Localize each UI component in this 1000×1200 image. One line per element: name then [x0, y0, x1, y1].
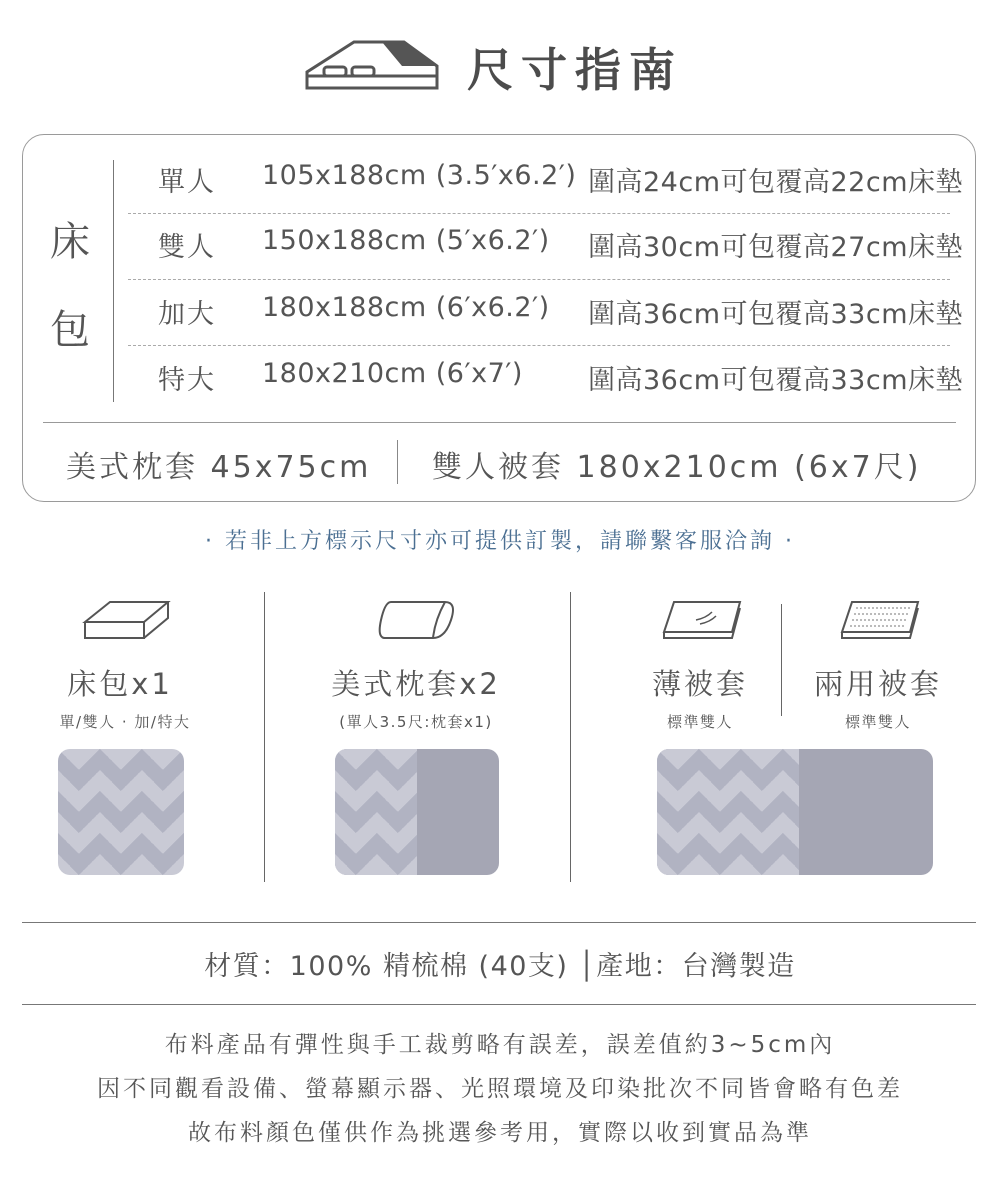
- skirt-height-note: 圍高36cm可包覆高33cm床墊: [588, 299, 964, 330]
- product-title: 薄被套: [651, 667, 748, 701]
- skirt-height-note: 圍高30cm可包覆高27cm床墊: [588, 232, 964, 263]
- product-title: 床包x1: [67, 667, 173, 701]
- bed-house-icon: [304, 36, 440, 94]
- fitted-sheet-label-2: 包: [50, 307, 90, 353]
- disclaimer-line: 布料產品有彈性與手工裁剪略有誤差，誤差值約3~5cm內: [164, 1032, 836, 1058]
- divider: [570, 592, 571, 882]
- bed-type: 加大: [158, 299, 216, 330]
- thin-quilt-icon: [660, 598, 744, 644]
- disclaimer-line: 因不同觀看設備、螢幕顯示器、光照環境及印染批次不同皆會略有色差: [97, 1076, 903, 1102]
- product-title: 美式枕套x2: [331, 667, 501, 701]
- divider: [22, 922, 976, 923]
- divider: [43, 422, 956, 423]
- fitted-sheet-icon: [82, 598, 172, 642]
- divider: [397, 440, 398, 484]
- row-divider: [128, 279, 950, 280]
- product-subtitle: (單人3.5尺:枕套x1): [339, 713, 493, 731]
- page-title: 尺寸指南: [467, 43, 683, 97]
- bed-type: 單人: [158, 167, 216, 198]
- product-subtitle: 標準雙人: [666, 713, 733, 731]
- disclaimer-line: 故布料顏色僅供作為挑選參考用，實際以收到實品為準: [188, 1120, 812, 1146]
- pillow-icon: [375, 598, 459, 642]
- divider: [264, 592, 265, 882]
- bed-size: 105x188cm (3.5′x6.2′): [262, 160, 577, 191]
- dual-quilt-icon: [838, 598, 922, 644]
- divider: [113, 160, 114, 402]
- skirt-height-note: 圍高36cm可包覆高33cm床墊: [588, 365, 964, 396]
- divider: [22, 1004, 976, 1005]
- bed-type: 特大: [158, 365, 216, 396]
- row-divider: [128, 213, 950, 214]
- bed-type: 雙人: [158, 232, 216, 263]
- product-subtitle: 單/雙人 · 加/特大: [59, 713, 191, 731]
- bed-size: 150x188cm (5′x6.2′): [262, 225, 550, 256]
- fitted-sheet-label-1: 床: [50, 219, 90, 265]
- fabric-swatch: [657, 749, 933, 875]
- product-subtitle: 標準雙人: [844, 713, 911, 731]
- material-origin: 材質：100% 精梳棉 (40支) │產地：台灣製造: [204, 951, 796, 982]
- product-title: 兩用被套: [813, 667, 942, 701]
- row-divider: [128, 345, 950, 346]
- custom-order-note: · 若非上方標示尺寸亦可提供訂製，請聯繫客服洽詢 ·: [205, 529, 795, 554]
- duvet-cover-size: 雙人被套 180x210cm (6x7尺): [432, 450, 922, 485]
- fabric-swatch: [58, 749, 184, 875]
- pillowcase-size: 美式枕套 45x75cm: [66, 450, 372, 485]
- bed-size: 180x210cm (6′x7′): [262, 358, 523, 389]
- fabric-swatch: [335, 749, 499, 875]
- bed-size: 180x188cm (6′x6.2′): [262, 292, 550, 323]
- skirt-height-note: 圍高24cm可包覆高22cm床墊: [588, 167, 964, 198]
